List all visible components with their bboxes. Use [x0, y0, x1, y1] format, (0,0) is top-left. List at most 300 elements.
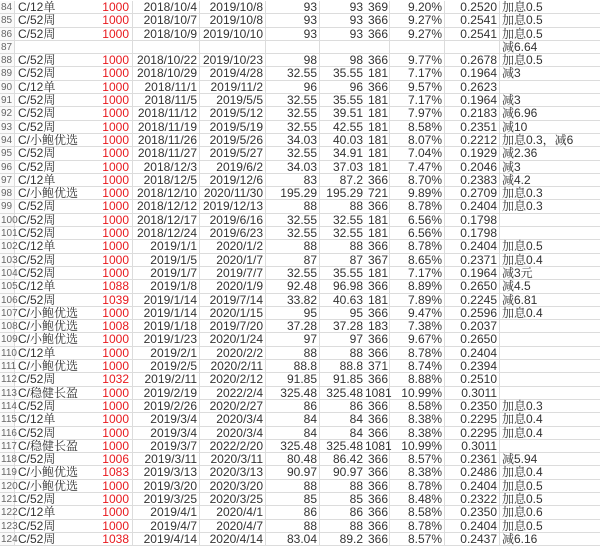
amount-cell[interactable]: 1000: [75, 107, 133, 119]
days-cell[interactable]: 1081: [365, 438, 392, 453]
note-cell[interactable]: 减6.64: [502, 39, 538, 54]
amount-cell[interactable]: 1000: [75, 333, 133, 345]
start-date-cell[interactable]: 2018/10/7: [133, 14, 200, 26]
amount-cell[interactable]: 1000: [75, 227, 133, 239]
note-cell[interactable]: 减6.96: [502, 106, 538, 121]
total-interest-cell[interactable]: 96.98: [332, 279, 363, 294]
interest-cell[interactable]: 90.97: [266, 466, 320, 478]
interest-cell[interactable]: 32.55: [266, 121, 320, 133]
days-cell[interactable]: 366: [365, 14, 390, 26]
product-name-cell[interactable]: C/12单: [18, 345, 56, 360]
start-date-cell[interactable]: 2019/1/1: [133, 240, 200, 252]
total-interest-cell[interactable]: 88.8: [339, 359, 363, 374]
end-date-cell[interactable]: 2019/7/20: [200, 320, 266, 332]
end-date-cell[interactable]: 2019/4/28: [200, 67, 266, 79]
note-cell[interactable]: [500, 214, 600, 226]
amount-cell[interactable]: 1000: [75, 347, 133, 359]
interest-cell[interactable]: 88: [266, 240, 320, 252]
total-interest-cell[interactable]: 90.97: [332, 465, 363, 480]
amount-cell[interactable]: 1000: [75, 360, 133, 372]
total-interest-cell[interactable]: 35.55: [332, 66, 363, 81]
days-cell[interactable]: 366: [365, 333, 390, 345]
product-name-cell[interactable]: C/52周: [18, 26, 56, 41]
note-cell[interactable]: [500, 360, 600, 372]
product-name-cell[interactable]: C/52周: [18, 452, 56, 467]
days-cell[interactable]: 366: [365, 453, 390, 465]
start-date-cell[interactable]: 2019/4/14: [133, 533, 200, 545]
end-date-cell[interactable]: 2020/3/11: [200, 453, 266, 465]
product-name-cell[interactable]: C/52周: [18, 159, 56, 174]
interest-cell[interactable]: 93: [266, 1, 320, 13]
product-name-cell[interactable]: C/52周: [18, 146, 56, 161]
total-interest-cell[interactable]: 325.48: [326, 385, 363, 400]
total-interest-cell[interactable]: 40.03: [332, 132, 363, 147]
total-interest-cell[interactable]: 97: [349, 332, 363, 347]
end-date-cell[interactable]: 2019/5/26: [200, 134, 266, 146]
start-date-cell[interactable]: 2018/12/3: [133, 161, 200, 173]
end-date-cell[interactable]: [200, 41, 266, 53]
annual-rate-cell[interactable]: 8.89%: [390, 280, 445, 292]
note-cell[interactable]: 加息0.5: [502, 239, 543, 254]
daily-rate-cell[interactable]: 0.2371: [445, 254, 500, 266]
end-date-cell[interactable]: 2019/5/19: [200, 121, 266, 133]
product-name-cell[interactable]: C/12单: [18, 412, 56, 427]
daily-rate-cell[interactable]: 0.2212: [445, 134, 500, 146]
product-name-cell[interactable]: C/52周: [18, 425, 56, 440]
product-name-cell[interactable]: C/52周: [18, 66, 56, 81]
daily-rate-cell[interactable]: 0.2404: [445, 200, 500, 212]
days-cell[interactable]: 366: [365, 200, 390, 212]
end-date-cell[interactable]: 2019/11/2: [200, 81, 266, 93]
end-date-cell[interactable]: 2020/2/12: [200, 373, 266, 385]
end-date-cell[interactable]: 2020/4/1: [200, 506, 266, 518]
daily-rate-cell[interactable]: 0.2046: [445, 161, 500, 173]
product-name-cell[interactable]: C/12单: [18, 79, 56, 94]
note-cell[interactable]: 减3: [502, 93, 521, 108]
product-name-cell[interactable]: C/52周: [18, 372, 56, 387]
days-cell[interactable]: 371: [365, 360, 390, 372]
end-date-cell[interactable]: 2019/12/13: [200, 200, 266, 212]
annual-rate-cell[interactable]: 8.70%: [390, 174, 445, 186]
product-name-cell[interactable]: C/52周: [18, 212, 56, 227]
interest-cell[interactable]: 34.03: [266, 134, 320, 146]
days-cell[interactable]: 366: [365, 240, 390, 252]
end-date-cell[interactable]: 2020/1/24: [200, 333, 266, 345]
annual-rate-cell[interactable]: 9.27%: [390, 14, 445, 26]
product-name-cell[interactable]: C/小鲍优选: [18, 332, 79, 347]
interest-cell[interactable]: 84: [266, 413, 320, 425]
daily-rate-cell[interactable]: 0.1964: [445, 67, 500, 79]
start-date-cell[interactable]: 2019/3/13: [133, 466, 200, 478]
total-interest-cell[interactable]: 37.28: [332, 319, 363, 334]
note-cell[interactable]: 加息0.5: [502, 0, 543, 14]
product-name-cell[interactable]: C/52周: [18, 199, 56, 214]
total-interest-cell[interactable]: 35.55: [332, 93, 363, 108]
total-interest-cell[interactable]: 84: [349, 425, 363, 440]
daily-rate-cell[interactable]: 0.2486: [445, 466, 500, 478]
interest-cell[interactable]: 88: [266, 520, 320, 532]
days-cell[interactable]: 181: [365, 161, 390, 173]
daily-rate-cell[interactable]: 0.2295: [445, 427, 500, 439]
end-date-cell[interactable]: 2019/5/5: [200, 94, 266, 106]
annual-rate-cell[interactable]: 8.78%: [390, 347, 445, 359]
annual-rate-cell[interactable]: 10.99%: [390, 387, 445, 399]
amount-cell[interactable]: 1083: [75, 466, 133, 478]
total-interest-cell[interactable]: [320, 41, 365, 53]
start-date-cell[interactable]: 2018/10/29: [133, 67, 200, 79]
days-cell[interactable]: 181: [365, 94, 390, 106]
product-name-cell[interactable]: C/小鲍优选: [18, 478, 79, 493]
start-date-cell[interactable]: 2019/3/7: [133, 440, 200, 452]
interest-cell[interactable]: 33.82: [266, 294, 320, 306]
total-interest-cell[interactable]: 35.55: [332, 265, 363, 280]
days-cell[interactable]: 181: [365, 227, 390, 239]
end-date-cell[interactable]: 2020/1/7: [200, 254, 266, 266]
total-interest-cell[interactable]: 88: [349, 239, 363, 254]
interest-cell[interactable]: 87: [266, 254, 320, 266]
annual-rate-cell[interactable]: 9.67%: [390, 333, 445, 345]
daily-rate-cell[interactable]: [445, 41, 500, 53]
interest-cell[interactable]: 32.55: [266, 94, 320, 106]
start-date-cell[interactable]: 2019/4/1: [133, 506, 200, 518]
days-cell[interactable]: 366: [365, 347, 390, 359]
note-cell[interactable]: 减3: [502, 66, 521, 81]
end-date-cell[interactable]: 2020/11/30: [200, 187, 266, 199]
start-date-cell[interactable]: [133, 41, 200, 53]
total-interest-cell[interactable]: 93: [349, 26, 363, 41]
start-date-cell[interactable]: 2018/12/10: [133, 187, 200, 199]
daily-rate-cell[interactable]: 0.2623: [445, 81, 500, 93]
note-cell[interactable]: [500, 227, 600, 239]
start-date-cell[interactable]: 2019/2/5: [133, 360, 200, 372]
end-date-cell[interactable]: 2019/5/12: [200, 107, 266, 119]
product-name-cell[interactable]: C/52周: [18, 53, 56, 68]
days-cell[interactable]: 366: [365, 466, 390, 478]
end-date-cell[interactable]: 2020/1/15: [200, 307, 266, 319]
product-name-cell[interactable]: C/稳健长盈: [18, 385, 79, 400]
amount-cell[interactable]: 1000: [75, 28, 133, 40]
days-cell[interactable]: 181: [365, 67, 390, 79]
note-cell[interactable]: 加息0.5: [502, 478, 543, 493]
note-cell[interactable]: 加息0.5: [502, 13, 543, 28]
annual-rate-cell[interactable]: 7.17%: [390, 94, 445, 106]
total-interest-cell[interactable]: 88: [349, 518, 363, 533]
product-name-cell[interactable]: C/52周: [18, 93, 56, 108]
product-name-cell[interactable]: C/12单: [18, 172, 56, 187]
start-date-cell[interactable]: 2018/10/4: [133, 1, 200, 13]
days-cell[interactable]: 1081: [365, 385, 392, 400]
days-cell[interactable]: 181: [365, 214, 390, 226]
note-cell[interactable]: [500, 320, 600, 332]
interest-cell[interactable]: 93: [266, 14, 320, 26]
daily-rate-cell[interactable]: 0.2295: [445, 413, 500, 425]
annual-rate-cell[interactable]: 9.77%: [390, 54, 445, 66]
start-date-cell[interactable]: 2018/11/19: [133, 121, 200, 133]
days-cell[interactable]: 366: [365, 307, 390, 319]
interest-cell[interactable]: 325.48: [266, 387, 320, 399]
daily-rate-cell[interactable]: 0.2404: [445, 520, 500, 532]
note-cell[interactable]: 减5.94: [502, 452, 538, 467]
note-cell[interactable]: [500, 373, 600, 385]
start-date-cell[interactable]: 2019/1/8: [133, 280, 200, 292]
amount-cell[interactable]: 1000: [75, 267, 133, 279]
product-name-cell[interactable]: C/小鲍优选: [18, 186, 79, 201]
daily-rate-cell[interactable]: 0.2709: [445, 187, 500, 199]
days-cell[interactable]: 366: [365, 427, 390, 439]
total-interest-cell[interactable]: 95: [349, 305, 363, 320]
product-name-cell[interactable]: C/小鲍优选: [18, 319, 79, 334]
annual-rate-cell[interactable]: 6.56%: [390, 214, 445, 226]
amount-cell[interactable]: 1000: [75, 214, 133, 226]
annual-rate-cell[interactable]: 8.74%: [390, 360, 445, 372]
start-date-cell[interactable]: 2019/1/14: [133, 307, 200, 319]
start-date-cell[interactable]: 2018/12/12: [133, 200, 200, 212]
amount-cell[interactable]: 1000: [75, 413, 133, 425]
product-name-cell[interactable]: C/52周: [18, 491, 56, 506]
product-name-cell[interactable]: C/52周: [18, 398, 56, 413]
note-cell[interactable]: 减6.16: [502, 531, 538, 546]
end-date-cell[interactable]: 2019/10/8: [200, 1, 266, 13]
days-cell[interactable]: 721: [365, 187, 390, 199]
annual-rate-cell[interactable]: 8.78%: [390, 240, 445, 252]
total-interest-cell[interactable]: 32.55: [332, 212, 363, 227]
note-cell[interactable]: [500, 81, 600, 93]
amount-cell[interactable]: 1000: [75, 520, 133, 532]
days-cell[interactable]: 366: [365, 506, 390, 518]
daily-rate-cell[interactable]: 0.2350: [445, 400, 500, 412]
end-date-cell[interactable]: 2019/7/14: [200, 294, 266, 306]
start-date-cell[interactable]: 2019/1/23: [133, 333, 200, 345]
days-cell[interactable]: 366: [365, 280, 390, 292]
start-date-cell[interactable]: 2019/2/19: [133, 387, 200, 399]
days-cell[interactable]: 181: [365, 134, 390, 146]
amount-cell[interactable]: 1000: [75, 161, 133, 173]
total-interest-cell[interactable]: 87: [349, 252, 363, 267]
total-interest-cell[interactable]: 32.55: [332, 226, 363, 241]
note-cell[interactable]: 加息0.5: [502, 518, 543, 533]
total-interest-cell[interactable]: 39.51: [332, 106, 363, 121]
interest-cell[interactable]: 91.85: [266, 373, 320, 385]
note-cell[interactable]: 加息0.4: [502, 252, 543, 267]
note-cell[interactable]: 减6.81: [502, 292, 538, 307]
note-cell[interactable]: 加息0.3，减6: [502, 132, 574, 147]
note-cell[interactable]: 减4.5: [502, 279, 531, 294]
product-name-cell[interactable]: C/12单: [18, 239, 56, 254]
days-cell[interactable]: 366: [365, 174, 390, 186]
interest-cell[interactable]: 86: [266, 506, 320, 518]
days-cell[interactable]: 366: [365, 493, 390, 505]
annual-rate-cell[interactable]: 7.38%: [390, 320, 445, 332]
annual-rate-cell[interactable]: 7.97%: [390, 107, 445, 119]
daily-rate-cell[interactable]: 0.1964: [445, 267, 500, 279]
note-cell[interactable]: 加息0.3: [502, 186, 543, 201]
annual-rate-cell[interactable]: 8.58%: [390, 400, 445, 412]
end-date-cell[interactable]: 2019/5/27: [200, 147, 266, 159]
days-cell[interactable]: 366: [365, 480, 390, 492]
amount-cell[interactable]: 1000: [75, 134, 133, 146]
daily-rate-cell[interactable]: 0.2404: [445, 240, 500, 252]
daily-rate-cell[interactable]: 0.2541: [445, 14, 500, 26]
product-name-cell[interactable]: [15, 41, 75, 53]
start-date-cell[interactable]: 2018/11/26: [133, 134, 200, 146]
annual-rate-cell[interactable]: 8.65%: [390, 254, 445, 266]
daily-rate-cell[interactable]: 0.1798: [445, 214, 500, 226]
days-cell[interactable]: 181: [365, 267, 390, 279]
start-date-cell[interactable]: 2018/11/5: [133, 94, 200, 106]
interest-cell[interactable]: 195.29: [266, 187, 320, 199]
note-cell[interactable]: 减4.2: [502, 172, 531, 187]
amount-cell[interactable]: 1000: [75, 240, 133, 252]
note-cell[interactable]: 加息0.5: [502, 491, 543, 506]
days-cell[interactable]: 181: [365, 294, 390, 306]
daily-rate-cell[interactable]: 0.2596: [445, 307, 500, 319]
daily-rate-cell[interactable]: 0.3011: [445, 440, 500, 452]
end-date-cell[interactable]: 2019/6/2: [200, 161, 266, 173]
amount-cell[interactable]: 1000: [75, 94, 133, 106]
daily-rate-cell[interactable]: 0.2350: [445, 506, 500, 518]
total-interest-cell[interactable]: 87.2: [339, 172, 363, 187]
annual-rate-cell[interactable]: 8.38%: [390, 413, 445, 425]
annual-rate-cell[interactable]: 8.78%: [390, 480, 445, 492]
days-cell[interactable]: 367: [365, 254, 390, 266]
end-date-cell[interactable]: 2020/2/2: [200, 347, 266, 359]
interest-cell[interactable]: 32.55: [266, 267, 320, 279]
start-date-cell[interactable]: 2018/11/12: [133, 107, 200, 119]
start-date-cell[interactable]: 2019/3/4: [133, 427, 200, 439]
amount-cell[interactable]: 1000: [75, 200, 133, 212]
amount-cell[interactable]: 1000: [75, 387, 133, 399]
amount-cell[interactable]: 1008: [75, 320, 133, 332]
product-name-cell[interactable]: C/12单: [18, 0, 56, 14]
start-date-cell[interactable]: 2019/4/7: [133, 520, 200, 532]
interest-cell[interactable]: 88: [266, 200, 320, 212]
annual-rate-cell[interactable]: 8.58%: [390, 506, 445, 518]
interest-cell[interactable]: 80.48: [266, 453, 320, 465]
days-cell[interactable]: 366: [365, 54, 390, 66]
days-cell[interactable]: 366: [365, 81, 390, 93]
daily-rate-cell[interactable]: 0.2394: [445, 360, 500, 372]
product-name-cell[interactable]: C/52周: [18, 265, 56, 280]
product-name-cell[interactable]: C/小鲍优选: [18, 305, 79, 320]
total-interest-cell[interactable]: 325.48: [326, 438, 363, 453]
annual-rate-cell[interactable]: 9.57%: [390, 81, 445, 93]
annual-rate-cell[interactable]: 9.27%: [390, 28, 445, 40]
start-date-cell[interactable]: 2018/11/1: [133, 81, 200, 93]
daily-rate-cell[interactable]: 0.2351: [445, 121, 500, 133]
days-cell[interactable]: 181: [365, 107, 390, 119]
note-cell[interactable]: 减10: [502, 119, 528, 134]
product-name-cell[interactable]: C/52周: [18, 531, 56, 546]
product-name-cell[interactable]: C/52周: [18, 518, 56, 533]
product-name-cell[interactable]: C/小鲍优选: [18, 132, 79, 147]
note-cell[interactable]: 加息0.4: [502, 465, 543, 480]
total-interest-cell[interactable]: 96: [349, 79, 363, 94]
daily-rate-cell[interactable]: 0.2404: [445, 480, 500, 492]
interest-cell[interactable]: 88: [266, 480, 320, 492]
daily-rate-cell[interactable]: 0.2383: [445, 174, 500, 186]
total-interest-cell[interactable]: 86.42: [332, 452, 363, 467]
interest-cell[interactable]: 96: [266, 81, 320, 93]
product-name-cell[interactable]: C/12单: [18, 279, 56, 294]
total-interest-cell[interactable]: 89.2: [339, 531, 363, 546]
end-date-cell[interactable]: 2019/6/16: [200, 214, 266, 226]
start-date-cell[interactable]: 2018/10/9: [133, 28, 200, 40]
interest-cell[interactable]: 34.03: [266, 161, 320, 173]
end-date-cell[interactable]: 2019/7/7: [200, 267, 266, 279]
product-name-cell[interactable]: C/52周: [18, 119, 56, 134]
start-date-cell[interactable]: 2019/2/26: [133, 400, 200, 412]
interest-cell[interactable]: 88: [266, 347, 320, 359]
daily-rate-cell[interactable]: 0.2322: [445, 493, 500, 505]
annual-rate-cell[interactable]: 9.47%: [390, 307, 445, 319]
interest-cell[interactable]: 37.28: [266, 320, 320, 332]
start-date-cell[interactable]: 2019/1/5: [133, 254, 200, 266]
interest-cell[interactable]: 85: [266, 493, 320, 505]
total-interest-cell[interactable]: 86: [349, 398, 363, 413]
note-cell[interactable]: [500, 333, 600, 345]
end-date-cell[interactable]: 2019/10/23: [200, 54, 266, 66]
days-cell[interactable]: 366: [365, 373, 390, 385]
daily-rate-cell[interactable]: 0.2541: [445, 28, 500, 40]
end-date-cell[interactable]: 2020/1/2: [200, 240, 266, 252]
amount-cell[interactable]: 1000: [75, 400, 133, 412]
start-date-cell[interactable]: 2018/11/27: [133, 147, 200, 159]
amount-cell[interactable]: 1000: [75, 307, 133, 319]
annual-rate-cell[interactable]: 10.99%: [390, 440, 445, 452]
interest-cell[interactable]: 32.55: [266, 214, 320, 226]
daily-rate-cell[interactable]: 0.2650: [445, 280, 500, 292]
interest-cell[interactable]: 325.48: [266, 440, 320, 452]
interest-cell[interactable]: 98: [266, 54, 320, 66]
annual-rate-cell[interactable]: 8.38%: [390, 466, 445, 478]
product-name-cell[interactable]: C/52周: [18, 226, 56, 241]
note-cell[interactable]: 减3元: [502, 265, 533, 280]
end-date-cell[interactable]: 2020/4/7: [200, 520, 266, 532]
product-name-cell[interactable]: C/小鲍优选: [18, 359, 79, 374]
daily-rate-cell[interactable]: 0.2404: [445, 347, 500, 359]
amount-cell[interactable]: 1000: [75, 480, 133, 492]
amount-cell[interactable]: 1000: [75, 440, 133, 452]
end-date-cell[interactable]: 2020/4/14: [200, 533, 266, 545]
total-interest-cell[interactable]: 93: [349, 0, 363, 14]
end-date-cell[interactable]: 2019/6/23: [200, 227, 266, 239]
total-interest-cell[interactable]: 86: [349, 505, 363, 520]
amount-cell[interactable]: 1032: [75, 373, 133, 385]
note-cell[interactable]: 减3: [502, 159, 521, 174]
amount-cell[interactable]: 1000: [75, 1, 133, 13]
end-date-cell[interactable]: 2020/2/11: [200, 360, 266, 372]
start-date-cell[interactable]: 2018/10/22: [133, 54, 200, 66]
annual-rate-cell[interactable]: 7.89%: [390, 294, 445, 306]
amount-cell[interactable]: 1000: [75, 506, 133, 518]
interest-cell[interactable]: 84: [266, 427, 320, 439]
amount-cell[interactable]: 1006: [75, 453, 133, 465]
daily-rate-cell[interactable]: 0.2510: [445, 373, 500, 385]
total-interest-cell[interactable]: 91.85: [332, 372, 363, 387]
total-interest-cell[interactable]: 85: [349, 491, 363, 506]
amount-cell[interactable]: 1000: [75, 174, 133, 186]
interest-cell[interactable]: 92.48: [266, 280, 320, 292]
days-cell[interactable]: [365, 41, 390, 53]
interest-cell[interactable]: 32.55: [266, 107, 320, 119]
annual-rate-cell[interactable]: 8.57%: [390, 453, 445, 465]
annual-rate-cell[interactable]: 9.20%: [390, 1, 445, 13]
note-cell[interactable]: 加息0.5: [502, 26, 543, 41]
total-interest-cell[interactable]: 88: [349, 478, 363, 493]
start-date-cell[interactable]: 2019/3/25: [133, 493, 200, 505]
product-name-cell[interactable]: C/52周: [18, 252, 56, 267]
annual-rate-cell[interactable]: 8.57%: [390, 533, 445, 545]
